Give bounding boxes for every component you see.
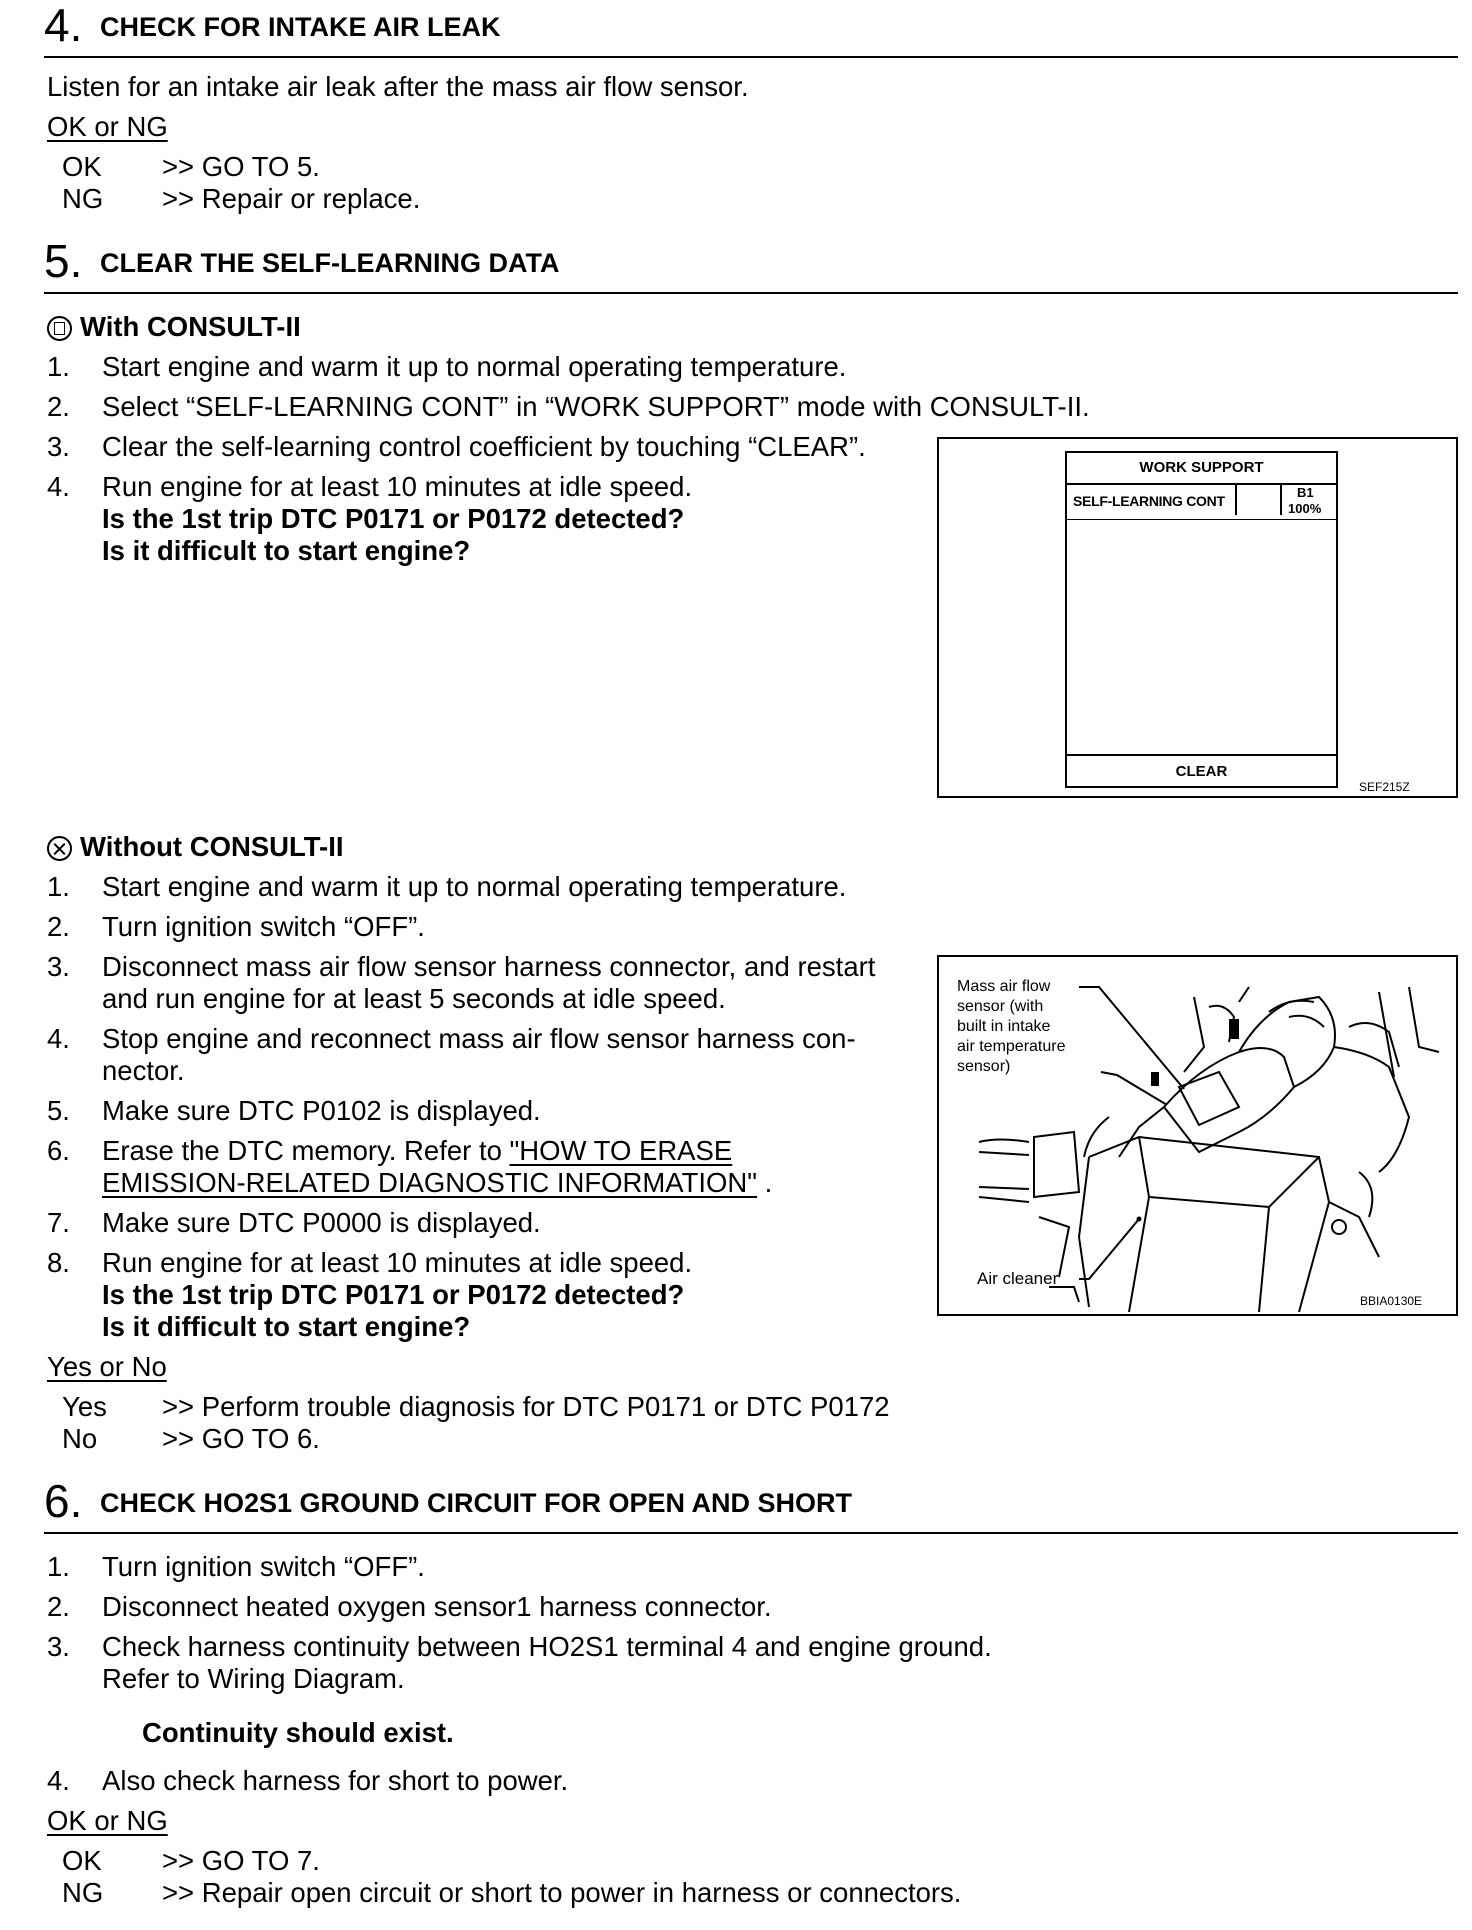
- step-5-number: 5.: [44, 235, 83, 287]
- sensor-label-line: sensor): [957, 1058, 1011, 1075]
- step-4-result-ok-action: >> GO TO 5.: [162, 151, 320, 182]
- sensor-label-line: Mass air flow: [957, 978, 1051, 995]
- continuity-spec: Continuity should exist.: [142, 1717, 454, 1748]
- step-6-item-text: Also check harness for short to power.: [102, 1765, 569, 1796]
- maf-sensor-figure: [937, 955, 1458, 1316]
- step-4-number: 4.: [44, 0, 83, 51]
- step-6-result-ok-key: OK: [62, 1845, 102, 1876]
- without-consult-item-number: 7.: [47, 1207, 70, 1238]
- step-4-title: CHECK FOR INTAKE AIR LEAK: [100, 12, 501, 42]
- step-5-rule: [44, 292, 1458, 294]
- step-5-title: CLEAR THE SELF-LEARNING DATA: [100, 248, 560, 278]
- step-5-result-heading: Yes or No: [47, 1351, 167, 1382]
- erase-dtc-link[interactable]: EMISSION-RELATED DIAGNOSTIC INFORMATION": [102, 1167, 758, 1198]
- without-consult-heading-text: Without CONSULT-II: [80, 831, 344, 862]
- consult-screen: [1065, 451, 1338, 788]
- step-4-result-heading: OK or NG: [47, 111, 168, 142]
- with-consult-question: Is it difficult to start engine?: [102, 535, 471, 566]
- step-4-instruction: Listen for an intake air leak after the mass air flow sensor.: [47, 71, 749, 102]
- without-consult-question: Is the 1st trip DTC P0171 or P0172 detected?: [102, 1279, 685, 1310]
- work-support-figure: [937, 437, 1458, 798]
- step-6-title: CHECK HO2S1 GROUND CIRCUIT FOR OPEN AND SHORT: [100, 1488, 853, 1518]
- with-consult-item-text: Start engine and warm it up to normal operating temperature.: [102, 351, 847, 382]
- step-4-result-ng-action: >> Repair or replace.: [162, 183, 421, 214]
- clear-button[interactable]: CLEAR: [1067, 754, 1336, 788]
- step-6-item-text: Disconnect heated oxygen sensor1 harness connector.: [102, 1591, 772, 1622]
- step-6-item-text: Turn ignition switch “OFF”.: [102, 1551, 425, 1582]
- screen-row-label: SELF-LEARNING CONT: [1073, 493, 1225, 509]
- sensor-label: [957, 977, 1066, 1077]
- without-consult-item-text: Run engine for at least 10 minutes at idle speed.: [102, 1247, 693, 1278]
- with-consult-question: Is the 1st trip DTC P0171 or P0172 detected?: [102, 503, 685, 534]
- without-consult-item-number: 4.: [47, 1023, 70, 1054]
- screen-row-value: 100%: [1288, 501, 1322, 516]
- step-5-result-no-key: No: [62, 1423, 98, 1454]
- without-consult-item-text: [102, 1135, 732, 1167]
- with-consult-item-number: 4.: [47, 471, 70, 502]
- step-6-item-number: 1.: [47, 1551, 70, 1582]
- with-consult-item-text: Clear the self-learning control coefficient by touching “CLEAR”.: [102, 431, 866, 462]
- step-6-item-number: 2.: [47, 1591, 70, 1622]
- without-consult-question: Is it difficult to start engine?: [102, 1311, 471, 1342]
- with-consult-item-number: 1.: [47, 351, 70, 382]
- sensor-label-line: built in intake: [957, 1018, 1051, 1035]
- step-6-result-ok-action: >> GO TO 7.: [162, 1845, 320, 1876]
- air-cleaner-label: Air cleaner: [977, 1269, 1059, 1288]
- without-consult-item-text: Make sure DTC P0102 is displayed.: [102, 1095, 541, 1126]
- with-consult-item-text: Select “SELF-LEARNING CONT” in “WORK SUPPORT” mode with CONSULT-II.: [102, 391, 1090, 422]
- step-6-item-number: 3.: [47, 1631, 70, 1662]
- screen-row-divider: [1235, 485, 1237, 515]
- screen-row-divider: [1280, 485, 1282, 515]
- without-consult-item-number: 3.: [47, 951, 70, 982]
- without-consult-item-text: Turn ignition switch “OFF”.: [102, 911, 425, 942]
- without-consult-item-number: 2.: [47, 911, 70, 942]
- without-consult-item-number: 6.: [47, 1135, 70, 1166]
- step-6-item-text: Check harness continuity between HO2S1 terminal 4 and engine ground.: [102, 1631, 992, 1662]
- step-5-result-yes-key: Yes: [62, 1391, 107, 1422]
- step-4-rule: [44, 56, 1458, 58]
- screen-row[interactable]: [1067, 485, 1336, 520]
- no-consult-icon: [47, 836, 72, 861]
- without-consult-item-text: Stop engine and reconnect mass air flow sensor harness con-: [102, 1023, 856, 1054]
- step-6-rule: [44, 1532, 1458, 1534]
- without-consult-item-text: Make sure DTC P0000 is displayed.: [102, 1207, 541, 1238]
- with-consult-heading: [47, 311, 301, 343]
- without-consult-item-text: and run engine for at least 5 seconds at idle speed.: [102, 983, 726, 1014]
- without-consult-item-number: 5.: [47, 1095, 70, 1126]
- without-consult-item-text: nector.: [102, 1055, 185, 1086]
- without-consult-item-text: Disconnect mass air flow sensor harness connector, and restart: [102, 951, 876, 982]
- figure-code: SEF215Z: [1359, 780, 1410, 794]
- without-consult-heading: [47, 831, 344, 863]
- with-consult-item-text: Run engine for at least 10 minutes at idle speed.: [102, 471, 693, 502]
- with-consult-heading-text: With CONSULT-II: [80, 311, 301, 342]
- step-6-result-ng-action: >> Repair open circuit or short to power in harness or connectors.: [162, 1877, 962, 1908]
- screen-row-bank: B1: [1297, 485, 1314, 500]
- step-6-result-heading: OK or NG: [47, 1805, 168, 1836]
- step-4-result-ok-key: OK: [62, 151, 102, 182]
- with-consult-item-number: 2.: [47, 391, 70, 422]
- step-6-item-text: Refer to Wiring Diagram.: [102, 1663, 405, 1694]
- step-5-result-yes-action: >> Perform trouble diagnosis for DTC P0171 or DTC P0172: [162, 1391, 890, 1422]
- erase-dtc-suffix: .: [757, 1167, 773, 1198]
- screen-header: WORK SUPPORT: [1067, 453, 1336, 485]
- step-4-result-ng-key: NG: [62, 183, 104, 214]
- erase-dtc-link[interactable]: "HOW TO ERASE: [509, 1135, 733, 1166]
- without-consult-item-text: Start engine and warm it up to normal operating temperature.: [102, 871, 847, 902]
- step-6-number: 6.: [44, 1475, 83, 1527]
- sensor-label-line: air temperature: [957, 1038, 1066, 1055]
- without-consult-item-number: 8.: [47, 1247, 70, 1278]
- step-6-item-number: 4.: [47, 1765, 70, 1796]
- step-5-result-no-action: >> GO TO 6.: [162, 1423, 320, 1454]
- without-consult-item-text: [102, 1167, 772, 1199]
- consult-icon: [47, 316, 72, 341]
- sensor-label-line: sensor (with: [957, 998, 1044, 1015]
- step-6-result-ng-key: NG: [62, 1877, 104, 1908]
- erase-dtc-text: Erase the DTC memory. Refer to: [102, 1135, 510, 1166]
- with-consult-item-number: 3.: [47, 431, 70, 462]
- figure-code: BBIA0130E: [1360, 1294, 1423, 1308]
- without-consult-item-number: 1.: [47, 871, 70, 902]
